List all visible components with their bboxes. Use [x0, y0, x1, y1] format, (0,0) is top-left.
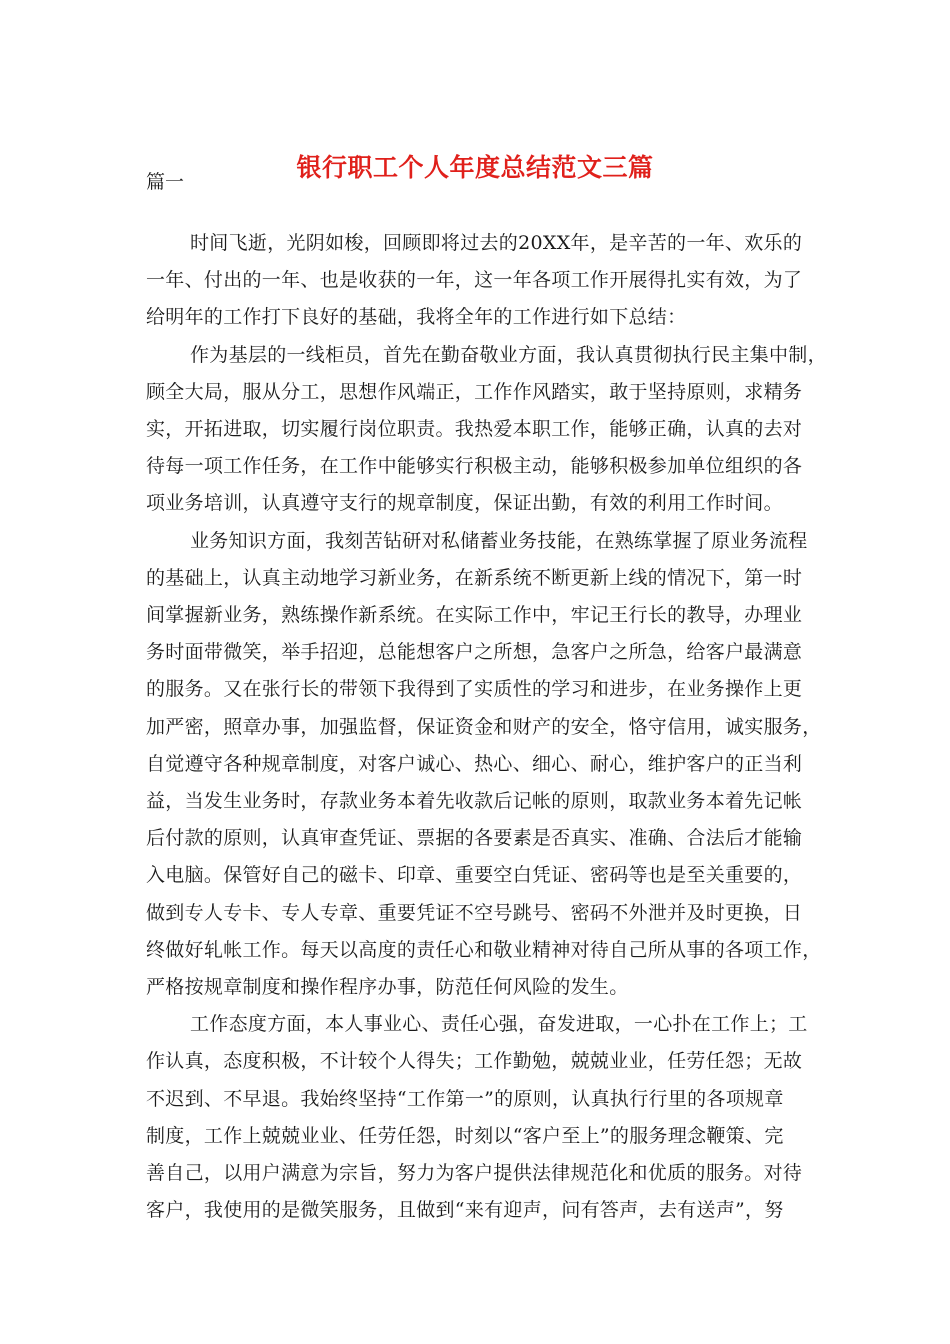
text-line: 作为基层的一线柜员，首先在勤奋敬业方面，我认真贯彻执行民主集中制，	[190, 343, 827, 366]
text-line: 的服务。又在张行长的带领下我得到了实质性的学习和进步，在业务操作上更	[146, 678, 803, 701]
text-line: 终做好轧帐工作。每天以高度的责任心和敬业精神对待自己所从事的各项工作，	[146, 938, 822, 961]
text-line: 间掌握新业务，熟练操作新系统。在实际工作中，牢记王行长的教导，办理业	[146, 604, 803, 626]
text-line: 作认真，态度积极，不计较个人得失；工作勤勉，兢兢业业，任劳任怨；无故	[146, 1050, 803, 1073]
text-line: 务时面带微笑，举手招迎，总能想客户之所想，急客户之所急，给客户最满意	[146, 641, 803, 664]
text-line: 不迟到、不早退。我始终坚持“工作第一”的原则，认真执行行里的各项规章	[146, 1087, 784, 1110]
text-line: 自觉遵守各种规章制度，对客户诚心、热心、细心、耐心，维护客户的正当利	[146, 752, 803, 775]
text-line: 项业务培训，认真遵守支行的规章制度，保证出勤，有效的利用工作时间。	[146, 492, 783, 515]
text-line: 入电脑。保管好自己的磁卡、印章、重要空白凭证、密码等也是至关重要的，	[146, 864, 803, 887]
text-line: 一年、付出的一年、也是收获的一年，这一年各项工作开展得扎实有效，为了	[146, 269, 803, 292]
text-line: 后付款的原则，认真审查凭证、票据的各要素是否真实、准确、合法后才能输	[146, 827, 803, 850]
section-label: 篇一	[146, 171, 185, 193]
text-line: 益，当发生业务时，存款业务本着先收款后记帐的原则，取款业务本着先记帐	[146, 790, 803, 812]
text-line: 的基础上，认真主动地学习新业务，在新系统不断更新上线的情况下，第一时	[146, 566, 803, 589]
text-line: 制度，工作上兢兢业业、任劳任怨，时刻以“客户至上”的服务理念鞭策、完	[146, 1124, 784, 1147]
text-line: 时间飞逝，光阴如梭，回顾即将过去的20XX年，是辛苦的一年、欢乐的	[190, 232, 803, 254]
text-line: 顾全大局，服从分工，思想作风端正，工作作风踏实，敢于坚持原则，求精务	[146, 380, 803, 403]
text-line: 善自己，以用户满意为宗旨，努力为客户提供法律规范化和优质的服务。对待	[146, 1162, 803, 1184]
text-line: 待每一项工作任务，在工作中能够实行积极主动，能够积极参加单位组织的各	[146, 455, 803, 478]
text-line: 给明年的工作打下良好的基础，我将全年的工作进行如下总结：	[146, 306, 687, 329]
text-line: 加严密，照章办事，加强监督，保证资金和财产的安全，恪守信用，诚实服务，	[146, 715, 822, 738]
text-line: 严格按规章制度和操作程序办事，防范任何风险的发生。	[146, 976, 629, 998]
document-title: 银行职工个人年度总结范文三篇	[296, 153, 654, 182]
text-line: 客户，我使用的是微笑服务，且做到“来有迎声，问有答声，去有送声”，努	[146, 1199, 784, 1222]
text-line: 实，开拓进取，切实履行岗位职责。我热爱本职工作，能够正确，认真的去对	[146, 418, 803, 440]
text-line: 做到专人专卡、专人专章、重要凭证不空号跳号、密码不外泄并及时更换，日	[146, 901, 803, 924]
text-line: 业务知识方面，我刻苦钻研对私储蓄业务技能，在熟练掌握了原业务流程	[190, 529, 808, 552]
text-line: 工作态度方面，本人事业心、责任心强，奋发进取，一心扑在工作上；工	[190, 1013, 808, 1036]
